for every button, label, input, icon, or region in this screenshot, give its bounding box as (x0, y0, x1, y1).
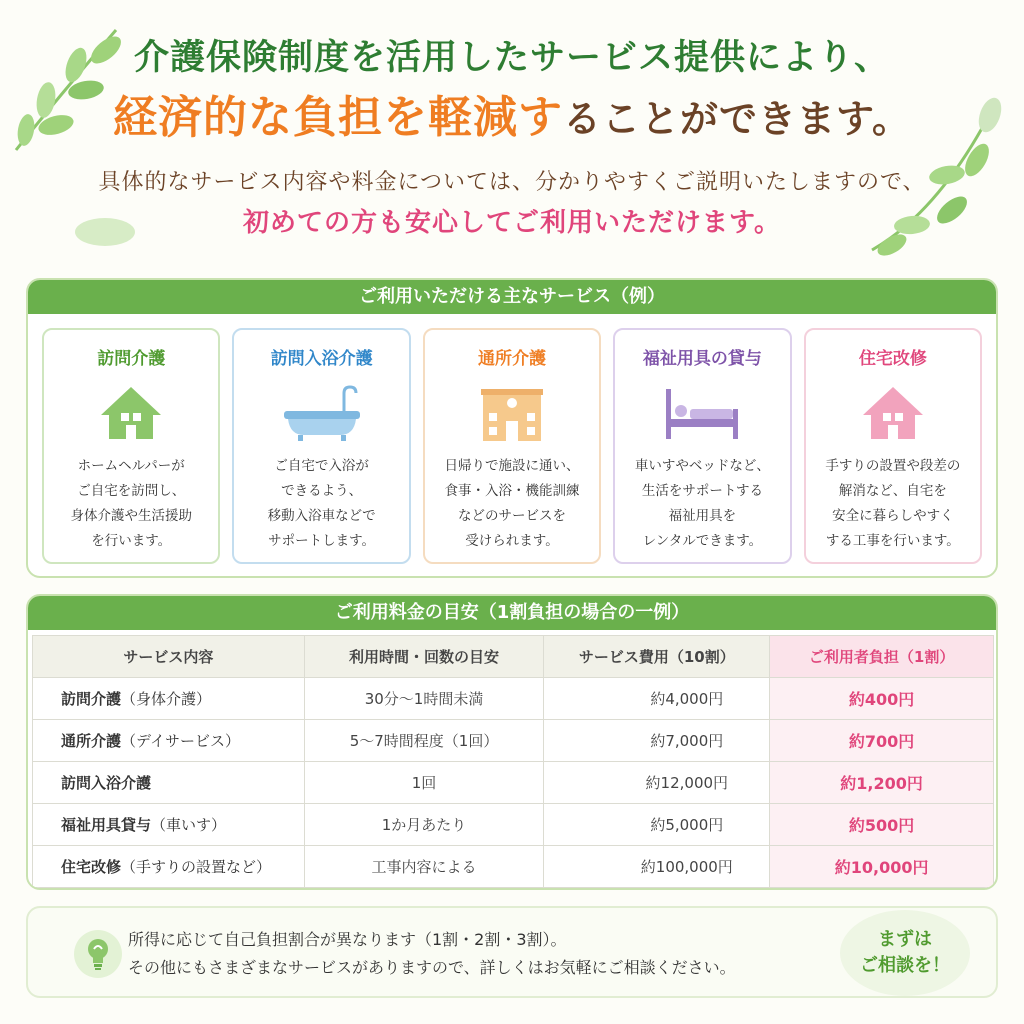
service-desc-line: 生活をサポートする (641, 483, 763, 499)
service-card-title: 訪問介護 (97, 349, 166, 369)
service-desc-line: ホームヘルパーが (77, 458, 185, 474)
service-card-title: 通所介護 (478, 349, 547, 369)
lightbulb-icon (74, 930, 122, 978)
service-name-cell: 通所介護（デイサービス） (33, 720, 305, 762)
service-desc-line: レンタルできます。 (642, 533, 763, 549)
headline-line2 (0, 86, 1024, 151)
service-desc-line: 手すりの設置や段差の (825, 458, 961, 474)
service-card-title: 住宅改修 (858, 349, 927, 369)
time-cell: 5～7時間程度（1回） (304, 720, 544, 762)
time-cell: 1回 (304, 762, 544, 804)
service-desc-line: ご自宅で入浴が (274, 458, 369, 474)
service-card-home-renovation (804, 328, 982, 564)
service-desc-line: 身体介護や生活援助 (70, 508, 192, 524)
time-cell: 1か月あたり (304, 804, 544, 846)
subtext-line1: 具体的なサービス内容や料金については、分かりやすくご説明いたしますので、 (98, 170, 926, 195)
consult-line1: まずは (878, 929, 932, 950)
service-desc-line: 受けられます。 (465, 533, 559, 549)
service-card-title: 訪問入浴介護 (270, 349, 373, 369)
time-cell: 工事内容による (304, 846, 544, 888)
cost-cell: 約100,000円 (544, 846, 770, 888)
fees-table (32, 635, 994, 888)
service-card-bathing (232, 328, 410, 564)
column-header: サービス費用（10割） (544, 636, 770, 678)
service-name-cell: 訪問介護（身体介護） (33, 678, 305, 720)
service-card-title: 福祉用具の貸与 (642, 349, 762, 369)
table-header-row (33, 636, 994, 678)
service-name-cell: 住宅改修（手すりの設置など） (33, 846, 305, 888)
time-cell: 30分～1時間未満 (304, 678, 544, 720)
user-pay-cell: 約10,000円 (770, 846, 994, 888)
table-row (33, 846, 994, 888)
consult-badge (840, 910, 970, 996)
table-row (33, 804, 994, 846)
bathtub-icon (280, 383, 364, 443)
headline-emphasis: 経済的な負担を軽減す (113, 92, 564, 143)
service-desc-line: 解消など、自宅を (838, 483, 947, 499)
service-desc-line: サポートします。 (268, 533, 376, 549)
service-desc-line: ご自宅を訪問し、 (77, 483, 186, 499)
user-pay-cell: 約400円 (770, 678, 994, 720)
bed-icon (662, 385, 742, 441)
service-desc-line: 安全に暮らしやすく (832, 508, 954, 524)
fees-panel-title: ご利用料金の目安（1割負担の場合の一例） (28, 596, 996, 630)
cost-cell: 約5,000円 (544, 804, 770, 846)
services-panel (26, 278, 998, 578)
column-header: 利用時間・回数の目安 (304, 636, 544, 678)
cost-cell: 約7,000円 (544, 720, 770, 762)
note-text (128, 926, 736, 982)
table-row (33, 720, 994, 762)
pink-house-icon (861, 383, 925, 443)
header (0, 30, 1024, 245)
service-desc-line: する工事を行います。 (825, 533, 960, 549)
services-panel-title: ご利用いただける主なサービス（例） (28, 280, 996, 314)
cost-cell: 約4,000円 (544, 678, 770, 720)
service-desc-line: できるよう、 (281, 483, 363, 499)
user-pay-cell: 約700円 (770, 720, 994, 762)
service-desc-line: 日帰りで施設に通い、 (444, 458, 580, 474)
service-desc-line: 車いすやベッドなど、 (634, 458, 770, 474)
user-pay-cell: 約500円 (770, 804, 994, 846)
headline-rest: ることができます。 (563, 97, 911, 141)
service-desc-line: 移動入浴車などで (267, 508, 376, 524)
headline-line1: 介護保険制度を活用したサービス提供により、 (133, 38, 890, 78)
service-desc-line: を行います。 (91, 533, 172, 549)
service-card-equipment-rental (613, 328, 791, 564)
facility-icon (477, 383, 547, 443)
service-card-home-care (42, 328, 220, 564)
table-row (33, 678, 994, 720)
cost-cell: 約12,000円 (544, 762, 770, 804)
subtext-line2: 初めての方も安心してご利用いただけます。 (243, 208, 781, 238)
user-pay-cell: 約1,200円 (770, 762, 994, 804)
service-desc-line: 福祉用具を (668, 508, 737, 524)
note-box (26, 906, 998, 998)
table-row (33, 762, 994, 804)
column-header: サービス内容 (33, 636, 305, 678)
service-cards (28, 314, 996, 578)
fees-panel (26, 594, 998, 890)
service-desc-line: 食事・入浴・機能訓練 (444, 483, 580, 499)
consult-line2: ご相談を！ (860, 955, 950, 976)
service-desc-line: などのサービスを (458, 508, 567, 524)
service-name-cell: 福祉用具貸与（車いす） (33, 804, 305, 846)
note-line2: その他にもさまざまなサービスがありますので、詳しくはお気軽にご相談ください。 (128, 958, 736, 977)
service-card-day-service (423, 328, 601, 564)
column-header-highlight: ご利用者負担（1割） (770, 636, 994, 678)
note-line1: 所得に応じて自己負担割合が異なります（1割・2割・3割）。 (128, 930, 567, 949)
service-name-cell: 訪問入浴介護 (33, 762, 305, 804)
house-icon (99, 383, 163, 443)
